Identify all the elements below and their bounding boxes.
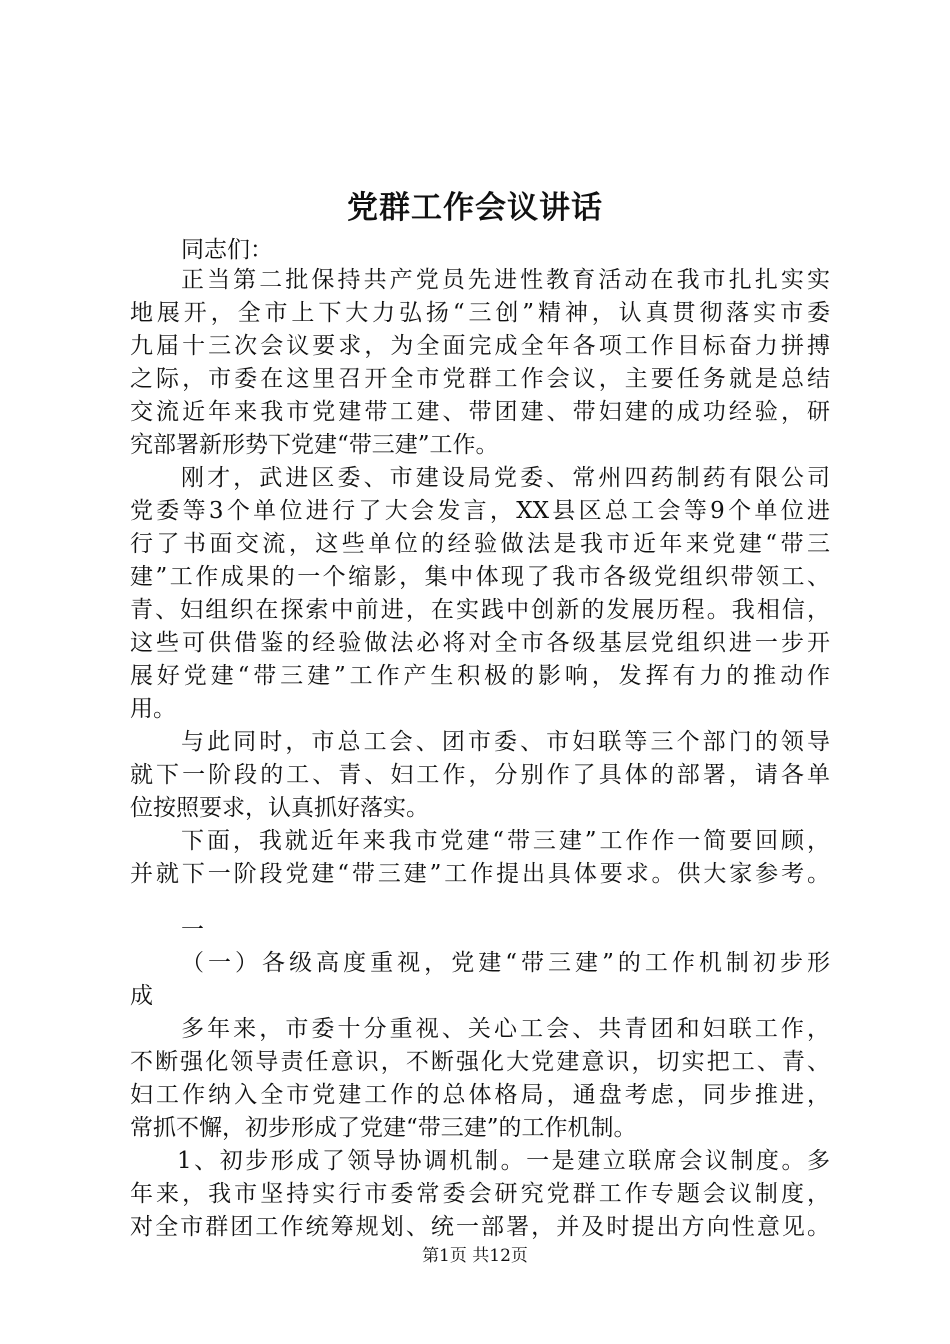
paragraph-line: 地展开，全市上下大力弘扬“三创”精神，认真贯彻落实市委 [130, 300, 830, 326]
paragraph-line: 展好党建“带三建”工作产生积极的影响，发挥有力的推动作 [130, 663, 830, 689]
salutation: 同志们： [181, 237, 273, 263]
paragraph-line: 青、妇组织在探索中前进，在实践中创新的发展历程。我相信， [130, 597, 830, 623]
paragraph-line: 建”工作成果的一个缩影，集中体现了我市各级党组织带领工、 [130, 564, 830, 590]
paragraph-line: 1、初步形成了领导协调机制。一是建立联席会议制度。多 [177, 1148, 830, 1174]
paragraph-line: 并就下一阶段党建“带三建”工作提出具体要求。供大家参考。 [130, 861, 830, 887]
paragraph-line: 九届十三次会议要求，为全面完成全年各项工作目标奋力拼搏 [130, 333, 830, 359]
paragraph-line: 多年来，市委十分重视、关心工会、共青团和妇联工作， [181, 1016, 830, 1042]
paragraph-line: 就下一阶段的工、青、妇工作，分别作了具体的部署，请各单 [130, 762, 830, 788]
paragraph-line: 之际，市委在这里召开全市党群工作会议，主要任务就是总结 [130, 366, 830, 392]
paragraph-line: 常抓不懈，初步形成了党建“带三建”的工作机制。 [130, 1115, 637, 1141]
paragraph-line: 正当第二批保持共产党员先进性教育活动在我市扎扎实实 [181, 267, 830, 293]
paragraph-line: 妇工作纳入全市党建工作的总体格局，通盘考虑，同步推进， [130, 1082, 830, 1108]
paragraph-line: 这些可供借鉴的经验做法必将对全市各级基层党组织进一步开 [130, 630, 830, 656]
paragraph-line: 与此同时，市总工会、团市委、市妇联等三个部门的领导 [181, 729, 830, 755]
paragraph-line: 交流近年来我市党建带工建、带团建、带妇建的成功经验，研 [130, 399, 830, 425]
paragraph-line: 不断强化领导责任意识，不断强化大党建意识，切实把工、青、 [130, 1049, 830, 1075]
paragraph-line: 下面，我就近年来我市党建“带三建”工作作一简要回顾， [181, 828, 830, 854]
paragraph-line: 位按照要求，认真抓好落实。 [130, 795, 429, 821]
paragraph-line: 用。 [130, 696, 176, 722]
page-footer: 第1页 共12页 [422, 1246, 528, 1266]
paragraph-line: 行了书面交流，这些单位的经验做法是我市近年来党建“带三 [130, 531, 830, 557]
paragraph-line: 对全市群团工作统筹规划、统一部署，并及时提出方向性意见。 [130, 1214, 830, 1240]
subsection-heading: 成 [130, 983, 153, 1009]
document-title: 党群工作会议讲话 [347, 190, 603, 226]
paragraph-line: 刚才，武进区委、市建设局党委、常州四药制药有限公司 [181, 465, 830, 491]
paragraph-line: 究部署新形势下党建“带三建”工作。 [130, 432, 499, 458]
section-heading: 一 [181, 917, 204, 943]
subsection-heading: （一）各级高度重视，党建“带三建”的工作机制初步形 [181, 950, 830, 976]
paragraph-line: 年来，我市坚持实行市委常委会研究党群工作专题会议制度， [130, 1181, 830, 1207]
paragraph-line: 党委等3个单位进行了大会发言，XX县区总工会等9个单位进 [130, 498, 830, 524]
